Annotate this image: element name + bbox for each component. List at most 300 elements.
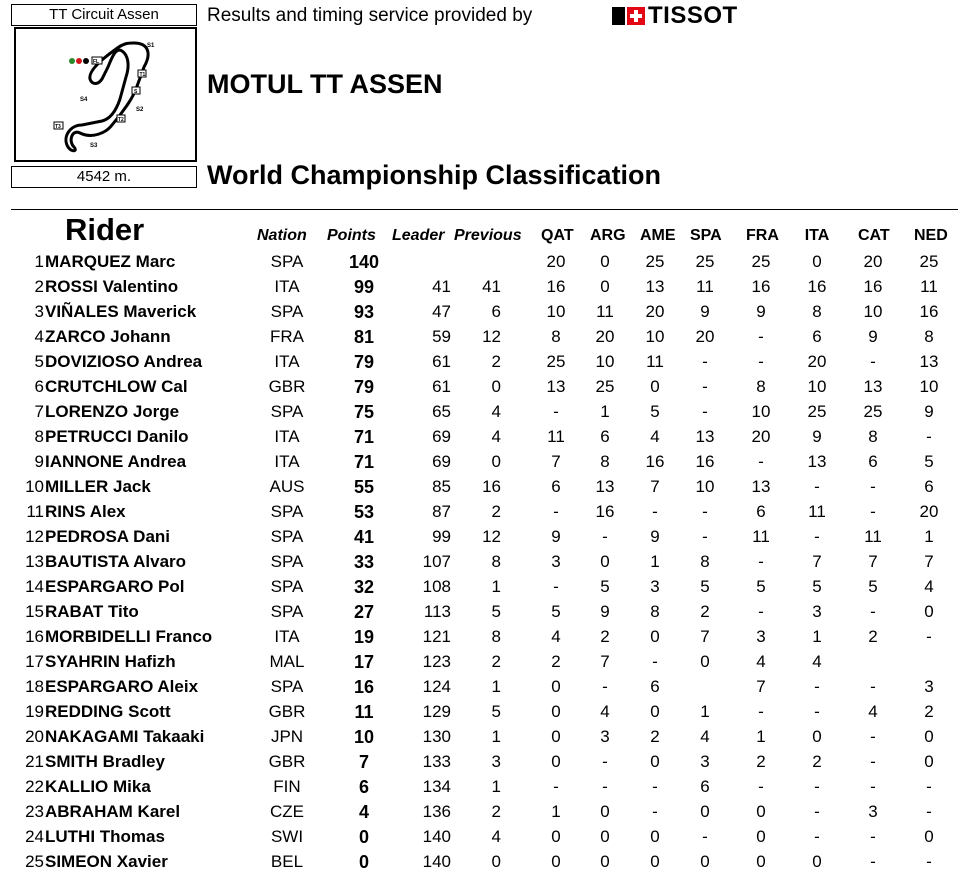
circuit-map (14, 27, 197, 162)
race-points-cell: 3 (650, 577, 660, 596)
position-cell: 20 (25, 727, 44, 746)
table-row (11, 548, 958, 573)
race-points-cell: 6 (650, 677, 660, 696)
rider-name-cell: NAKAGAMI Takaaki (45, 727, 205, 746)
race-points-cell: 25 (595, 377, 615, 396)
previous-gap-cell: 41 (482, 277, 501, 296)
race-points-cell: 7 (924, 552, 934, 571)
previous-gap-cell: 12 (482, 527, 501, 546)
table-row (11, 273, 958, 298)
swiss-cross-icon (627, 7, 645, 25)
classification-table (11, 212, 958, 873)
circuit-length: 4542 m. (11, 166, 197, 188)
race-column-header: QAT (541, 227, 574, 244)
previous-gap-cell: 8 (491, 552, 501, 571)
leader-gap-cell: 121 (422, 627, 451, 646)
leader-gap-cell: 129 (422, 702, 451, 721)
points-cell: 6 (358, 777, 369, 797)
map-label-t2: T2 (118, 117, 124, 123)
map-label-fl: FL (93, 59, 100, 65)
race-points-cell: 8 (551, 327, 561, 346)
nation-cell: GBR (268, 702, 306, 721)
rider-name-cell: BAUTISTA Alvaro (45, 552, 187, 571)
race-points-cell: 3 (756, 627, 766, 646)
race-points-cell: 10 (919, 377, 939, 396)
leader-gap-cell: 69 (432, 452, 451, 471)
race-points-cell: 7 (700, 627, 710, 646)
race-points-cell: 1 (756, 727, 766, 746)
rider-name-cell: PEDROSA Dani (45, 527, 171, 546)
race-points-cell: 20 (863, 252, 883, 271)
nation-cell: ITA (274, 277, 300, 296)
table-header (11, 212, 958, 248)
race-points-cell: 5 (924, 452, 934, 471)
race-points-cell: 20 (695, 327, 715, 346)
rider-name-cell: DOVIZIOSO Andrea (45, 352, 203, 371)
previous-gap-cell: 1 (491, 677, 501, 696)
position-cell: 7 (34, 402, 44, 421)
race-points-cell: 16 (807, 277, 827, 296)
race-points-cell: - (702, 377, 708, 396)
position-cell: 16 (25, 627, 44, 646)
race-column-header: NED (914, 227, 948, 244)
race-points-cell: 2 (924, 702, 934, 721)
race-points-cell: 0 (756, 802, 766, 821)
race-points-cell: - (870, 477, 876, 496)
race-points-cell: - (602, 777, 608, 796)
previous-gap-cell: 0 (491, 852, 501, 871)
race-points-cell: 5 (650, 402, 660, 421)
leader-gap-cell: 47 (432, 302, 451, 321)
race-points-cell: 0 (600, 852, 610, 871)
race-points-cell: 7 (650, 477, 660, 496)
race-points-cell: - (602, 677, 608, 696)
race-points-cell: 0 (924, 727, 934, 746)
race-points-cell: 0 (551, 827, 561, 846)
nation-cell: CZE (270, 802, 304, 821)
points-cell: 16 (353, 677, 375, 697)
race-points-cell: 2 (650, 727, 660, 746)
nation-cell: SPA (270, 527, 304, 546)
table-row (11, 623, 958, 648)
race-points-cell: 0 (700, 852, 710, 871)
race-points-cell: 2 (812, 752, 822, 771)
position-cell: 23 (25, 802, 44, 821)
position-cell: 21 (25, 752, 44, 771)
race-points-cell: - (814, 477, 820, 496)
race-points-cell: - (553, 577, 559, 596)
race-points-cell: 0 (756, 852, 766, 871)
points-cell: 75 (353, 402, 375, 422)
race-points-cell: 25 (645, 252, 665, 271)
race-points-cell: 4 (551, 627, 561, 646)
points-cell: 53 (353, 502, 375, 522)
nation-cell: SPA (270, 552, 304, 571)
race-points-cell: 0 (700, 652, 710, 671)
race-points-cell: - (926, 627, 932, 646)
position-cell: 10 (25, 477, 44, 496)
previous-gap-cell: 6 (491, 302, 501, 321)
race-column-header: SPA (690, 227, 722, 244)
nation-cell: SPA (270, 252, 304, 271)
leader-gap-cell: 41 (432, 277, 451, 296)
race-points-cell: 7 (551, 452, 561, 471)
points-cell: 55 (353, 477, 375, 497)
table-row (11, 748, 958, 773)
rider-name-cell: VIÑALES Maverick (45, 302, 197, 321)
leader-gap-cell: 113 (423, 602, 451, 621)
race-points-cell: 25 (863, 402, 883, 421)
rider-column-header: Rider (65, 212, 145, 247)
rider-name-cell: ABRAHAM Karel (45, 802, 181, 821)
race-points-cell: 16 (546, 277, 566, 296)
table-row (11, 423, 958, 448)
rider-name-cell: ESPARGARO Aleix (45, 677, 199, 696)
race-points-cell: 13 (695, 427, 715, 446)
race-points-cell: 2 (551, 652, 561, 671)
race-points-cell: - (926, 852, 932, 871)
leader-gap-cell: 85 (432, 477, 451, 496)
leader-gap-cell: 99 (432, 527, 451, 546)
race-points-cell: - (702, 502, 708, 521)
race-points-cell: - (870, 677, 876, 696)
race-points-cell: - (602, 527, 608, 546)
table-row (11, 723, 958, 748)
race-points-cell: 16 (645, 452, 665, 471)
rider-name-cell: ROSSI Valentino (45, 277, 179, 296)
race-points-cell: - (702, 827, 708, 846)
timing-provider-text: Results and timing service provided by (207, 5, 533, 26)
race-points-cell: 9 (868, 327, 878, 346)
race-points-cell: - (870, 602, 876, 621)
previous-gap-cell: 0 (491, 377, 501, 396)
leader-gap-cell: 133 (422, 752, 451, 771)
race-points-cell: 9 (650, 527, 660, 546)
nation-cell: SPA (270, 302, 304, 321)
race-points-cell: 11 (752, 527, 770, 546)
race-points-cell: 1 (700, 702, 710, 721)
race-points-cell: 11 (547, 427, 565, 446)
race-points-cell: 0 (650, 827, 660, 846)
race-points-cell: 4 (756, 652, 766, 671)
race-points-cell: - (702, 352, 708, 371)
position-cell: 6 (34, 377, 44, 396)
leader-gap-cell: 87 (432, 502, 451, 521)
nation-cell: BEL (270, 852, 304, 871)
race-points-cell: 2 (600, 627, 610, 646)
race-points-cell: - (553, 777, 559, 796)
table-row (11, 498, 958, 523)
previous-gap-cell: 2 (491, 802, 501, 821)
points-cell: 79 (353, 352, 375, 372)
race-points-cell: 11 (696, 277, 714, 296)
leader-gap-cell: 61 (432, 377, 451, 396)
previous-gap-cell: 8 (491, 627, 501, 646)
race-points-cell: - (553, 402, 559, 421)
race-points-cell: 13 (595, 477, 615, 496)
race-points-cell: 9 (812, 427, 822, 446)
points-cell: 71 (353, 427, 375, 447)
race-column-header: CAT (858, 227, 890, 244)
leader-gap-cell: 140 (422, 827, 451, 846)
points-cell: 17 (353, 652, 375, 672)
race-points-cell: - (702, 527, 708, 546)
rider-name-cell: KALLIO Mika (45, 777, 151, 796)
race-points-cell: 20 (546, 252, 566, 271)
position-cell: 19 (25, 702, 44, 721)
race-points-cell: 25 (695, 252, 715, 271)
table-row (11, 473, 958, 498)
rider-name-cell: RINS Alex (45, 502, 126, 521)
points-cell: 140 (348, 252, 380, 272)
page-title: World Championship Classification (207, 160, 662, 190)
race-points-cell: - (758, 452, 764, 471)
previous-gap-cell: 0 (491, 452, 501, 471)
points-cell: 4 (358, 802, 369, 822)
race-points-cell: 0 (756, 827, 766, 846)
rider-name-cell: ZARCO Johann (45, 327, 171, 346)
race-points-cell: - (652, 502, 658, 521)
race-points-cell: 5 (812, 577, 822, 596)
race-column-header: FRA (746, 227, 779, 244)
race-points-cell: 3 (600, 727, 610, 746)
race-points-cell: 0 (700, 802, 710, 821)
position-cell: 15 (25, 602, 44, 621)
position-cell: 12 (25, 527, 44, 546)
race-points-cell: 16 (863, 277, 883, 296)
points-cell: 10 (353, 727, 375, 747)
rider-name-cell: ESPARGARO Pol (45, 577, 185, 596)
race-points-cell: - (758, 602, 764, 621)
table-row (11, 773, 958, 798)
race-points-cell: - (870, 827, 876, 846)
table-row (11, 823, 958, 848)
race-points-cell: 20 (919, 502, 939, 521)
race-points-cell: - (814, 702, 820, 721)
event-title: MOTUL TT ASSEN (207, 69, 443, 99)
race-points-cell: 4 (924, 577, 934, 596)
circuit-name: TT Circuit Assen (11, 4, 197, 26)
previous-gap-cell: 1 (491, 577, 501, 596)
table-row (11, 398, 958, 423)
logo-block-icon (612, 7, 625, 25)
race-points-cell: 6 (756, 502, 766, 521)
points-cell: 33 (353, 552, 375, 572)
position-cell: 13 (25, 552, 44, 571)
rider-name-cell: CRUTCHLOW Cal (45, 377, 188, 396)
race-points-cell: 13 (863, 377, 883, 396)
race-points-cell: - (926, 777, 932, 796)
race-points-cell: - (652, 802, 658, 821)
leader-gap-cell: 123 (422, 652, 451, 671)
race-points-cell: 0 (650, 627, 660, 646)
previous-gap-cell: 4 (491, 402, 501, 421)
points-cell: 81 (353, 327, 375, 347)
table-row (11, 248, 958, 273)
map-label-s: S (134, 89, 138, 95)
race-points-cell: 10 (751, 402, 771, 421)
rider-name-cell: LORENZO Jorge (45, 402, 180, 421)
position-cell: 11 (26, 502, 44, 521)
race-points-cell: 0 (650, 752, 660, 771)
position-cell: 14 (25, 577, 44, 596)
race-points-cell: 0 (600, 802, 610, 821)
race-points-cell: 2 (868, 627, 878, 646)
previous-gap-cell: 5 (491, 702, 501, 721)
race-points-cell: 5 (756, 577, 766, 596)
map-label-s4: S4 (80, 97, 88, 103)
race-points-cell: - (758, 777, 764, 796)
race-points-cell: 13 (645, 277, 665, 296)
race-points-cell: 6 (551, 477, 561, 496)
position-cell: 1 (34, 252, 44, 271)
race-points-cell: 1 (551, 802, 561, 821)
nation-cell: GBR (268, 752, 306, 771)
previous-gap-cell: 1 (491, 727, 501, 746)
race-points-cell: 13 (919, 352, 939, 371)
race-points-cell: 0 (924, 827, 934, 846)
race-points-cell: - (758, 327, 764, 346)
race-points-cell: 0 (551, 752, 561, 771)
rider-rows (11, 248, 958, 873)
race-points-cell: 8 (700, 552, 710, 571)
position-cell: 22 (25, 777, 44, 796)
leader-gap-cell: 59 (432, 327, 451, 346)
nation-cell: SPA (270, 402, 304, 421)
race-points-cell: 1 (812, 627, 822, 646)
race-points-cell: 5 (600, 577, 610, 596)
leader-gap-cell: 108 (422, 577, 451, 596)
race-points-cell: 4 (600, 702, 610, 721)
race-points-cell: 1 (924, 527, 934, 546)
race-points-cell: 20 (807, 352, 827, 371)
points-column-header: Points (327, 227, 376, 244)
race-points-cell: 0 (812, 252, 822, 271)
race-points-cell: 3 (700, 752, 710, 771)
race-points-cell: 3 (868, 802, 878, 821)
track-map-icon (16, 29, 195, 160)
race-points-cell: - (758, 352, 764, 371)
race-points-cell: - (870, 502, 876, 521)
position-cell: 4 (34, 327, 44, 346)
race-points-cell: 5 (700, 577, 710, 596)
previous-gap-cell: 12 (482, 327, 501, 346)
rider-name-cell: PETRUCCI Danilo (45, 427, 189, 446)
table-row (11, 298, 958, 323)
race-points-cell: - (814, 777, 820, 796)
race-points-cell: - (870, 777, 876, 796)
race-points-cell: 9 (924, 402, 934, 421)
race-points-cell: 20 (595, 327, 615, 346)
race-points-cell: 0 (650, 852, 660, 871)
points-cell: 7 (358, 752, 369, 772)
table-row (11, 373, 958, 398)
leader-gap-cell: 136 (422, 802, 451, 821)
race-points-cell: 11 (646, 352, 664, 371)
map-label-t1: T1 (139, 72, 146, 78)
race-points-cell: - (870, 752, 876, 771)
race-points-cell: 4 (700, 727, 710, 746)
position-cell: 25 (25, 852, 44, 871)
race-points-cell: 0 (551, 852, 561, 871)
race-points-cell: 4 (812, 652, 822, 671)
race-points-cell: 16 (919, 302, 939, 321)
rider-name-cell: SMITH Bradley (45, 752, 165, 771)
race-points-cell: 11 (596, 302, 614, 321)
race-points-cell: 4 (650, 427, 660, 446)
rider-name-cell: LUTHI Thomas (45, 827, 165, 846)
nation-cell: GBR (268, 377, 306, 396)
table-row (11, 698, 958, 723)
race-points-cell: 8 (924, 327, 934, 346)
race-points-cell: - (758, 702, 764, 721)
race-points-cell: 9 (700, 302, 710, 321)
nation-cell: MAL (269, 652, 305, 671)
race-points-cell: 3 (924, 677, 934, 696)
race-points-cell: 0 (650, 377, 660, 396)
race-points-cell: 7 (812, 552, 822, 571)
race-points-cell: 6 (868, 452, 878, 471)
map-label-s1: S1 (147, 43, 155, 49)
leader-column-header: Leader (392, 227, 445, 244)
race-column-header: AME (640, 227, 676, 244)
race-points-cell: 9 (756, 302, 766, 321)
table-row (11, 523, 958, 548)
previous-gap-cell: 16 (482, 477, 501, 496)
previous-gap-cell: 2 (491, 352, 501, 371)
race-points-cell: - (814, 527, 820, 546)
race-points-cell: - (602, 752, 608, 771)
race-points-cell: 10 (645, 327, 665, 346)
position-cell: 17 (25, 652, 44, 671)
previous-gap-cell: 5 (491, 602, 501, 621)
nation-cell: FRA (270, 327, 304, 346)
race-points-cell: 0 (600, 277, 610, 296)
position-cell: 3 (34, 302, 44, 321)
leader-gap-cell: 107 (422, 552, 451, 571)
nation-cell: ITA (274, 352, 300, 371)
race-points-cell: 0 (924, 602, 934, 621)
rider-name-cell: SYAHRIN Hafizh (45, 652, 176, 671)
points-cell: 99 (353, 277, 375, 297)
leader-gap-cell: 61 (432, 352, 451, 371)
race-points-cell: - (870, 352, 876, 371)
race-points-cell: 10 (807, 377, 827, 396)
race-points-cell: 8 (812, 302, 822, 321)
points-cell: 19 (353, 627, 375, 647)
points-cell: 93 (353, 302, 375, 322)
race-points-cell: - (814, 677, 820, 696)
rider-name-cell: MORBIDELLI Franco (45, 627, 213, 646)
race-points-cell: 13 (807, 452, 827, 471)
race-points-cell: 13 (751, 477, 771, 496)
race-points-cell: 4 (868, 702, 878, 721)
race-points-cell: 8 (868, 427, 878, 446)
race-points-cell: 11 (920, 277, 938, 296)
race-points-cell: - (652, 652, 658, 671)
race-points-cell: 10 (863, 302, 883, 321)
map-label-s2: S2 (136, 107, 144, 113)
leader-gap-cell: 124 (422, 677, 451, 696)
race-points-cell: 6 (700, 777, 710, 796)
race-points-cell: 0 (924, 752, 934, 771)
race-points-cell: 20 (645, 302, 665, 321)
nation-cell: SPA (270, 577, 304, 596)
points-cell: 11 (354, 702, 374, 722)
race-points-cell: 0 (812, 852, 822, 871)
position-cell: 8 (34, 427, 44, 446)
points-cell: 71 (353, 452, 375, 472)
